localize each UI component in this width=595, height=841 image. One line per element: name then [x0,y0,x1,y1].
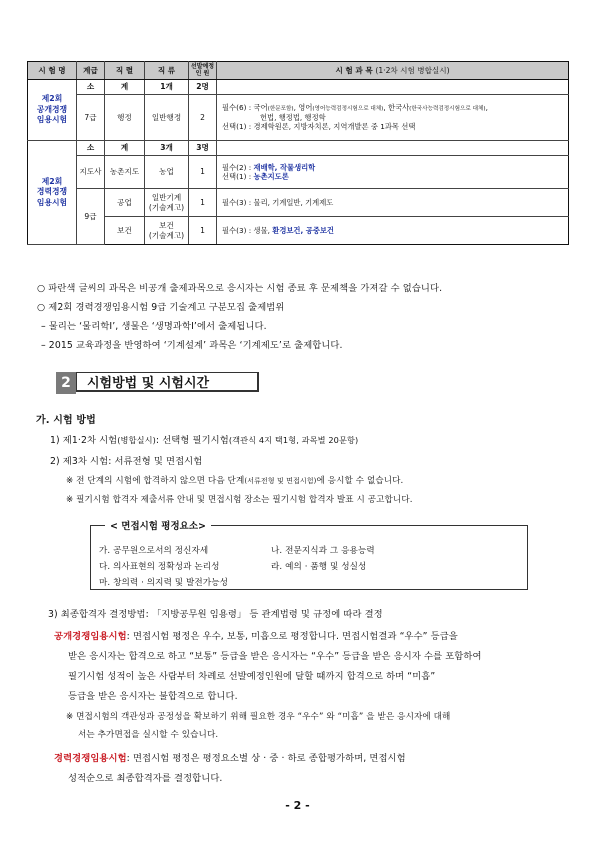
final-open-text1: : 면접시험 평정은 우수, 보통, 미흡으로 평정합니다. 면접시험결과 “우수” 등급을 [126,631,458,642]
header-subjects-main: 시 험 과 목 [335,65,373,75]
career-health-subjects [217,217,569,245]
open-req-prefix: 필수(6) : 국어 [222,103,268,113]
career-agri-elective-blue: 농촌지도론 [253,172,289,181]
final-item3: 3) 최종합격자 결정방법: 「지방공무원 임용령」 등 관계법령 및 규정에 따라 결정 [48,609,383,620]
open-subtotal-label-b: 계 [105,80,145,95]
career-health-count: 1 [189,217,217,245]
career-mech-category-line2: (기술계고) [148,202,185,212]
open-req-mid1: , 영어 [293,103,313,113]
header-subjects-note: (1·2차 시험 병합실시) [375,65,450,75]
header-exam-name: 시 험 명 [28,62,77,80]
open-req-note1: (한문포함) [267,106,294,113]
header-quota-line2: 인 원 [195,69,210,77]
career-subtotal-categories: 3개 [145,141,189,156]
open-subtotal-people: 2명 [189,80,217,95]
header-category: 직 류 [145,62,189,80]
career-health-category [145,217,189,245]
career-name-line1: 제2회 [41,176,63,186]
method-heading: 가. 시험 방법 [36,415,96,426]
criteria-item-ga: 가. 공무원으로서의 정신자세 [99,546,209,556]
career-health-req-blue: 환경보건, 공중보건 [272,225,334,235]
career-mech-row [28,189,569,217]
final-open-line3: 필기시험 성적이 높은 사람부터 차례로 선발예정인원에 달할 때까지 합격으로 하며 “미흡” [68,671,436,682]
open-req-note3: (한국사능력검정시험으로 대체) [409,106,486,113]
method-note1 [66,474,403,486]
final-open-label: 공개경쟁임용시험 [54,631,127,642]
method-item1-small: (병합실시) [117,435,156,445]
open-category: 일반행정 [145,95,189,141]
career-mech-count: 1 [189,189,217,217]
open-name-line2: 공개경쟁 [36,104,68,114]
open-subtotal-blank [217,80,569,95]
section-number: 2 [56,372,76,394]
career-agri-count: 1 [189,156,217,189]
open-series: 행정 [105,95,145,141]
open-req-note2: (영어능력검정시험으로 대체) [312,106,384,113]
note-mechanical: – 2015 교육과정을 반영하여 ‘기계설계’ 과목은 ‘기계제도’로 출제합니다. [41,340,343,351]
final-note-line1: ※ 면접시험의 객관성과 공정성을 확보하기 위해 필요한 경우 “우수” 와 “미흡” 을 받은 응시자에 대해 [66,712,451,722]
open-subtotal-row [28,80,569,95]
method-note1-b: 에 응시할 수 없습니다. [316,476,404,486]
career-mech-subjects: 필수(3) : 물리, 기계일반, 기계제도 [217,189,569,217]
career-agri-elective-prefix: 선택(1) : [222,172,254,181]
open-subtotal-label-a: 소 [77,80,105,95]
header-grade: 계급 [77,62,105,80]
open-req-mid3: , [485,103,488,113]
open-required-line2: 헌법, 행정법, 행정학 [260,113,326,123]
career-health-req-prefix: 필수(3) : 생물, [222,225,273,235]
note-physics-biology: – 물리는 ‘물리학Ⅰ’, 생물은 ‘생명과학Ⅰ’에서 출제됩니다. [41,321,267,332]
career-agri-req-blue: 재배학, 작물생리학 [253,162,316,172]
career-agri-req-prefix: 필수(2) : [222,162,254,172]
career-agri-required [222,163,563,172]
header-quota-line1: 선발예정 [190,63,215,71]
final-note-line2: 서는 추가면접을 실시할 수 있습니다. [78,730,219,740]
criteria-item-ra: 라. 예의 · 품행 및 성실성 [271,562,367,572]
open-name-line3: 임용시험 [36,115,68,125]
criteria-item-na: 나. 전문지식과 그 응용능력 [271,546,375,556]
career-health-category-line2: (기술계고) [148,230,185,240]
header-series: 직 렬 [105,62,145,80]
final-career-label: 경력경쟁임용시험 [54,753,127,764]
method-note1-a: ※ 전 단계의 시험에 합격하지 않으면 다음 단계 [66,476,245,486]
header-quota [189,62,217,80]
career-agri-elective [222,172,563,181]
open-admin-row [28,95,569,141]
open-count: 2 [189,95,217,141]
method-item1-rest: : 선택형 필기시험 [155,435,229,446]
table-header-row [28,62,569,80]
career-subtotal-label-a: 소 [77,141,105,156]
open-subjects [217,95,569,141]
career-9-grade: 9급 [77,189,105,245]
criteria-item-da: 다. 의사표현의 정확성과 논리성 [99,562,220,572]
career-health-row [28,217,569,245]
note-range-heading: ○ 제2회 경력경쟁임용시험 9급 기술계고 구분모집 출제범위 [37,302,285,313]
final-career-line1 [54,750,406,764]
method-item1-small2: (객관식 4지 택1형, 과목별 20문항) [228,435,359,445]
career-agri-grade: 지도사 [77,156,105,189]
note-blue-subjects: ○ 파란색 글씨의 과목은 비공개 출제과목으로 응시자는 시험 종료 후 문제책을 가져갈 수 없습니다. [37,283,443,294]
open-req-mid2: , 한국사 [383,103,410,113]
career-exam-name [28,141,77,245]
career-mech-series: 공업 [105,189,145,217]
method-note1-small: (서류전형 및 면접시험) [244,477,317,485]
open-elective: 선택(1) : 경제학원론, 지방자치론, 지역개발론 중 1과목 선택 [222,122,416,132]
page-number: - 2 - [285,799,310,812]
method-note2: ※ 필기시험 합격자 제출서류 안내 및 면접시험 장소는 필기시험 합격자 발표 시 공고합니다. [66,495,413,505]
career-mech-category-line1: 일반기계 [151,193,182,203]
open-grade: 7급 [77,95,105,141]
career-subtotal-row [28,141,569,156]
exam-subjects-table [27,61,569,245]
final-career-text1: : 면접시험 평정은 평정요소별 상 · 중 · 하로 종합평가하며, 면접시험 [126,753,406,764]
criteria-title: < 면접시험 평정요소> [105,518,211,532]
career-name-line3: 임용시험 [36,197,68,207]
career-subtotal-people: 3명 [189,141,217,156]
career-subtotal-label-b: 계 [105,141,145,156]
career-agri-category: 농업 [145,156,189,189]
final-career-line2: 성적순으로 최종합격자를 결정합니다. [68,773,223,784]
career-health-category-line1: 보건 [159,221,174,231]
section-title: 시험방법 및 시험시간 [76,372,259,392]
final-open-line4: 등급을 받은 응시자는 불합격으로 합니다. [68,691,238,702]
career-agri-series: 농촌지도 [105,156,145,189]
open-exam-name [28,80,77,141]
method-item1 [50,432,358,446]
method-item2: 2) 제3차 시험: 서류전형 및 면접시험 [50,456,203,467]
open-subtotal-categories: 1개 [145,80,189,95]
final-open-line2: 받은 응시자는 합격으로 하고 “보통” 등급을 받은 응시자는 “우수” 등급을 받은 응시자 수를 포함하여 [68,651,482,662]
career-mech-category [145,189,189,217]
career-name-line2: 경력경쟁 [36,187,68,197]
final-open-line1 [54,628,458,642]
method-item1-main: 1) 제1·2차 시험 [50,435,118,446]
career-subtotal-blank [217,141,569,156]
criteria-item-ma: 마. 창의력 · 의지력 및 발전가능성 [99,578,229,588]
open-name-line1: 제2회 [41,94,63,104]
header-subjects [217,62,569,80]
career-health-series: 보건 [105,217,145,245]
career-agri-row [28,156,569,189]
open-required-line1 [222,103,563,113]
career-agri-subjects [217,156,569,189]
interview-criteria-box [90,521,528,590]
